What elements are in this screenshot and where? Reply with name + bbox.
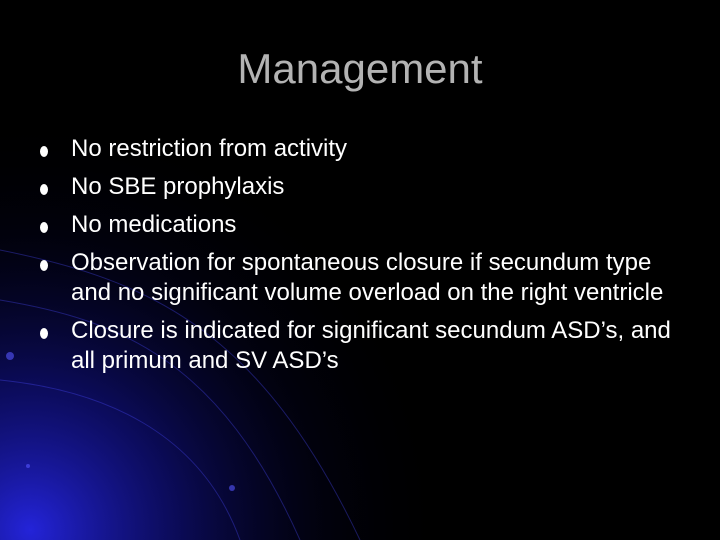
list-item xyxy=(38,134,678,164)
bullet-text: No medications xyxy=(71,211,237,238)
list-item xyxy=(38,210,678,240)
list-item xyxy=(38,316,678,376)
bullet-text: Observation for spontaneous closure if secundum type and no significant volume overload on the right ventricle xyxy=(71,249,664,306)
bullet-icon xyxy=(40,146,48,157)
slide-title: Management xyxy=(237,45,483,92)
bullet-text: No SBE prophylaxis xyxy=(71,173,285,200)
bullet-icon xyxy=(40,222,48,233)
bullet-icon xyxy=(40,328,48,339)
bullet-list xyxy=(38,134,678,384)
bullet-icon xyxy=(40,260,48,271)
bullet-icon xyxy=(40,184,48,195)
list-item xyxy=(38,248,678,308)
bullet-text: Closure is indicated for significant secundum ASD’s, and all primum and SV ASD’s xyxy=(71,317,671,374)
bullet-text: No restriction from activity xyxy=(71,135,348,162)
list-item xyxy=(38,172,678,202)
